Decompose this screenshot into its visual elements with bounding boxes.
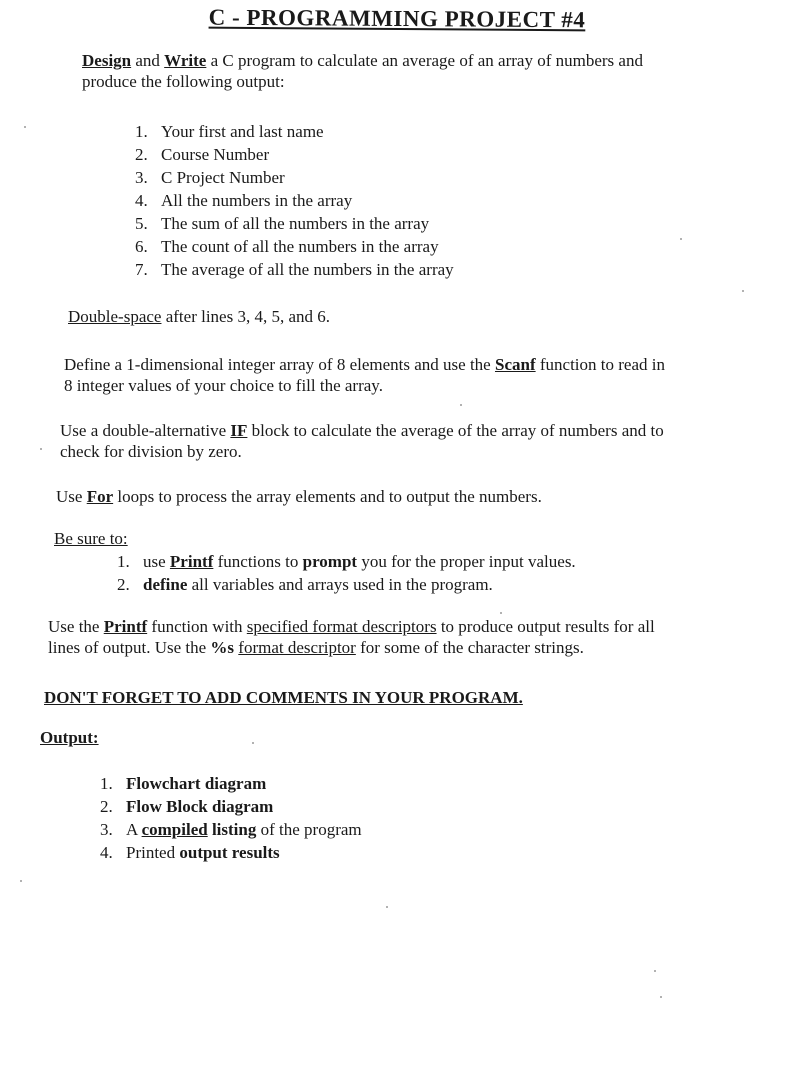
scan-speck: [742, 290, 744, 292]
for-word: For: [86, 487, 114, 506]
scan-speck: [40, 448, 42, 450]
prompt-word: prompt: [302, 552, 358, 571]
item-text-b: of the program: [256, 820, 362, 839]
intro-text-1: a C program to calculate an average of an array of numbers and: [206, 51, 643, 70]
item-text-a: A: [126, 820, 142, 839]
printf-text-c: to produce output results for all: [436, 617, 655, 636]
item-text: All the numbers in the array: [161, 191, 353, 210]
item-text-a: Printed: [126, 843, 180, 862]
intro-text-2: produce the following output:: [82, 72, 285, 91]
double-space-paragraph: [68, 306, 330, 327]
scan-speck: [24, 126, 26, 128]
list-item: [135, 122, 454, 145]
intro-and: and: [131, 51, 165, 70]
scan-speck: [660, 996, 662, 998]
list-item: [117, 575, 576, 598]
item-text: The count of all the numbers in the array: [161, 237, 439, 256]
if-text-b: block to calculate the average of the array of numbers and to: [247, 421, 664, 440]
printf-word: Printf: [169, 552, 214, 571]
percent-s-word: %s: [210, 638, 235, 657]
page-title: C - PROGRAMMING PROJECT #4: [208, 4, 586, 33]
item-number: 4.: [100, 843, 113, 862]
item-text-c: you for the proper input values.: [357, 552, 576, 571]
item-text: Course Number: [161, 145, 270, 164]
item-text-a: use: [143, 552, 170, 571]
item-text: Flow Block diagram: [126, 797, 274, 816]
list-item: [135, 191, 454, 214]
item-text: [126, 843, 280, 863]
item-text: C Project Number: [161, 168, 285, 187]
item-text: [143, 575, 493, 595]
printf-text-a: Use the: [48, 617, 104, 636]
item-number: 3.: [100, 820, 113, 839]
output-heading: Output:: [40, 728, 99, 747]
scan-speck: [460, 404, 462, 406]
deliverables-list: [100, 774, 362, 866]
define-text-b: function to read in: [535, 355, 665, 374]
item-text-b: functions to: [213, 552, 303, 571]
be-sure-label: Be sure to:: [54, 529, 128, 548]
list-item: [135, 145, 454, 168]
define-text-a: Define a 1-dimensional integer array of 8 elements and use the: [64, 355, 495, 374]
define-text-2: 8 integer values of your choice to fill the array.: [64, 376, 383, 395]
intro-paragraph: [82, 50, 643, 92]
double-space-text: after lines 3, 4, 5, and 6.: [161, 307, 331, 326]
item-text: [126, 820, 362, 840]
comments-warning: DON'T FORGET TO ADD COMMENTS IN YOUR PROGRAM.: [44, 688, 523, 707]
printf-text-2a: lines of output. Use the: [48, 638, 211, 657]
if-block-paragraph: [60, 420, 664, 462]
write-word: Write: [164, 51, 207, 70]
be-sure-list: [117, 552, 576, 598]
item-text: The sum of all the numbers in the array: [161, 214, 430, 233]
printf-word: Printf: [103, 617, 148, 636]
list-item: [135, 168, 454, 191]
printf-text-2b: for some of the character strings.: [355, 638, 584, 657]
scan-speck: [654, 970, 656, 972]
scan-speck: [680, 238, 682, 240]
item-number: 5.: [135, 214, 148, 233]
output-results-word: output results: [179, 843, 280, 862]
for-loops-paragraph: [56, 486, 542, 507]
printf-text-b: function with: [147, 617, 247, 636]
scan-speck: [386, 906, 388, 908]
item-text: Your first and last name: [161, 122, 324, 141]
scan-speck: [20, 880, 22, 882]
list-item: [100, 820, 362, 843]
printf-paragraph: [48, 616, 655, 658]
item-text: [143, 552, 576, 572]
for-text-a: Use: [56, 487, 87, 506]
item-text: The average of all the numbers in the array: [161, 260, 454, 279]
item-text-b: all variables and arrays used in the program.: [187, 575, 493, 594]
be-sure-heading: [54, 528, 128, 549]
if-text-2: check for division by zero.: [60, 442, 242, 461]
format-descriptor-phrase: format descriptor: [238, 638, 356, 657]
list-item: [135, 237, 454, 260]
format-descriptors-phrase: specified format descriptors: [246, 617, 437, 636]
item-number: 2.: [100, 797, 113, 816]
listing-word: listing: [211, 820, 257, 839]
item-number: 1.: [117, 552, 130, 571]
item-number: 1.: [100, 774, 113, 793]
list-item: [135, 260, 454, 283]
if-text-a: Use a double-alternative: [60, 421, 231, 440]
item-number: 3.: [135, 168, 148, 187]
if-word: IF: [230, 421, 248, 440]
item-number: 2.: [117, 575, 130, 594]
list-item: [100, 797, 362, 820]
item-text: Flowchart diagram: [126, 774, 267, 793]
item-number: 2.: [135, 145, 148, 164]
define-paragraph: [64, 354, 665, 396]
compiled-word: compiled: [141, 820, 208, 839]
for-text-b: loops to process the array elements and to output the numbers.: [113, 487, 542, 506]
item-number: 6.: [135, 237, 148, 256]
scanf-word: Scanf: [494, 355, 536, 374]
list-item: [100, 774, 362, 797]
item-number: 7.: [135, 260, 148, 279]
double-space-word: Double-space: [68, 307, 162, 326]
output-items-list: [135, 122, 454, 283]
define-word: define: [143, 575, 188, 594]
item-number: 4.: [135, 191, 148, 210]
list-item: [100, 843, 362, 866]
scan-speck: [500, 612, 502, 614]
list-item: [135, 214, 454, 237]
design-word: Design: [82, 51, 132, 70]
list-item: [117, 552, 576, 575]
item-number: 1.: [135, 122, 148, 141]
scan-speck: [252, 742, 254, 744]
